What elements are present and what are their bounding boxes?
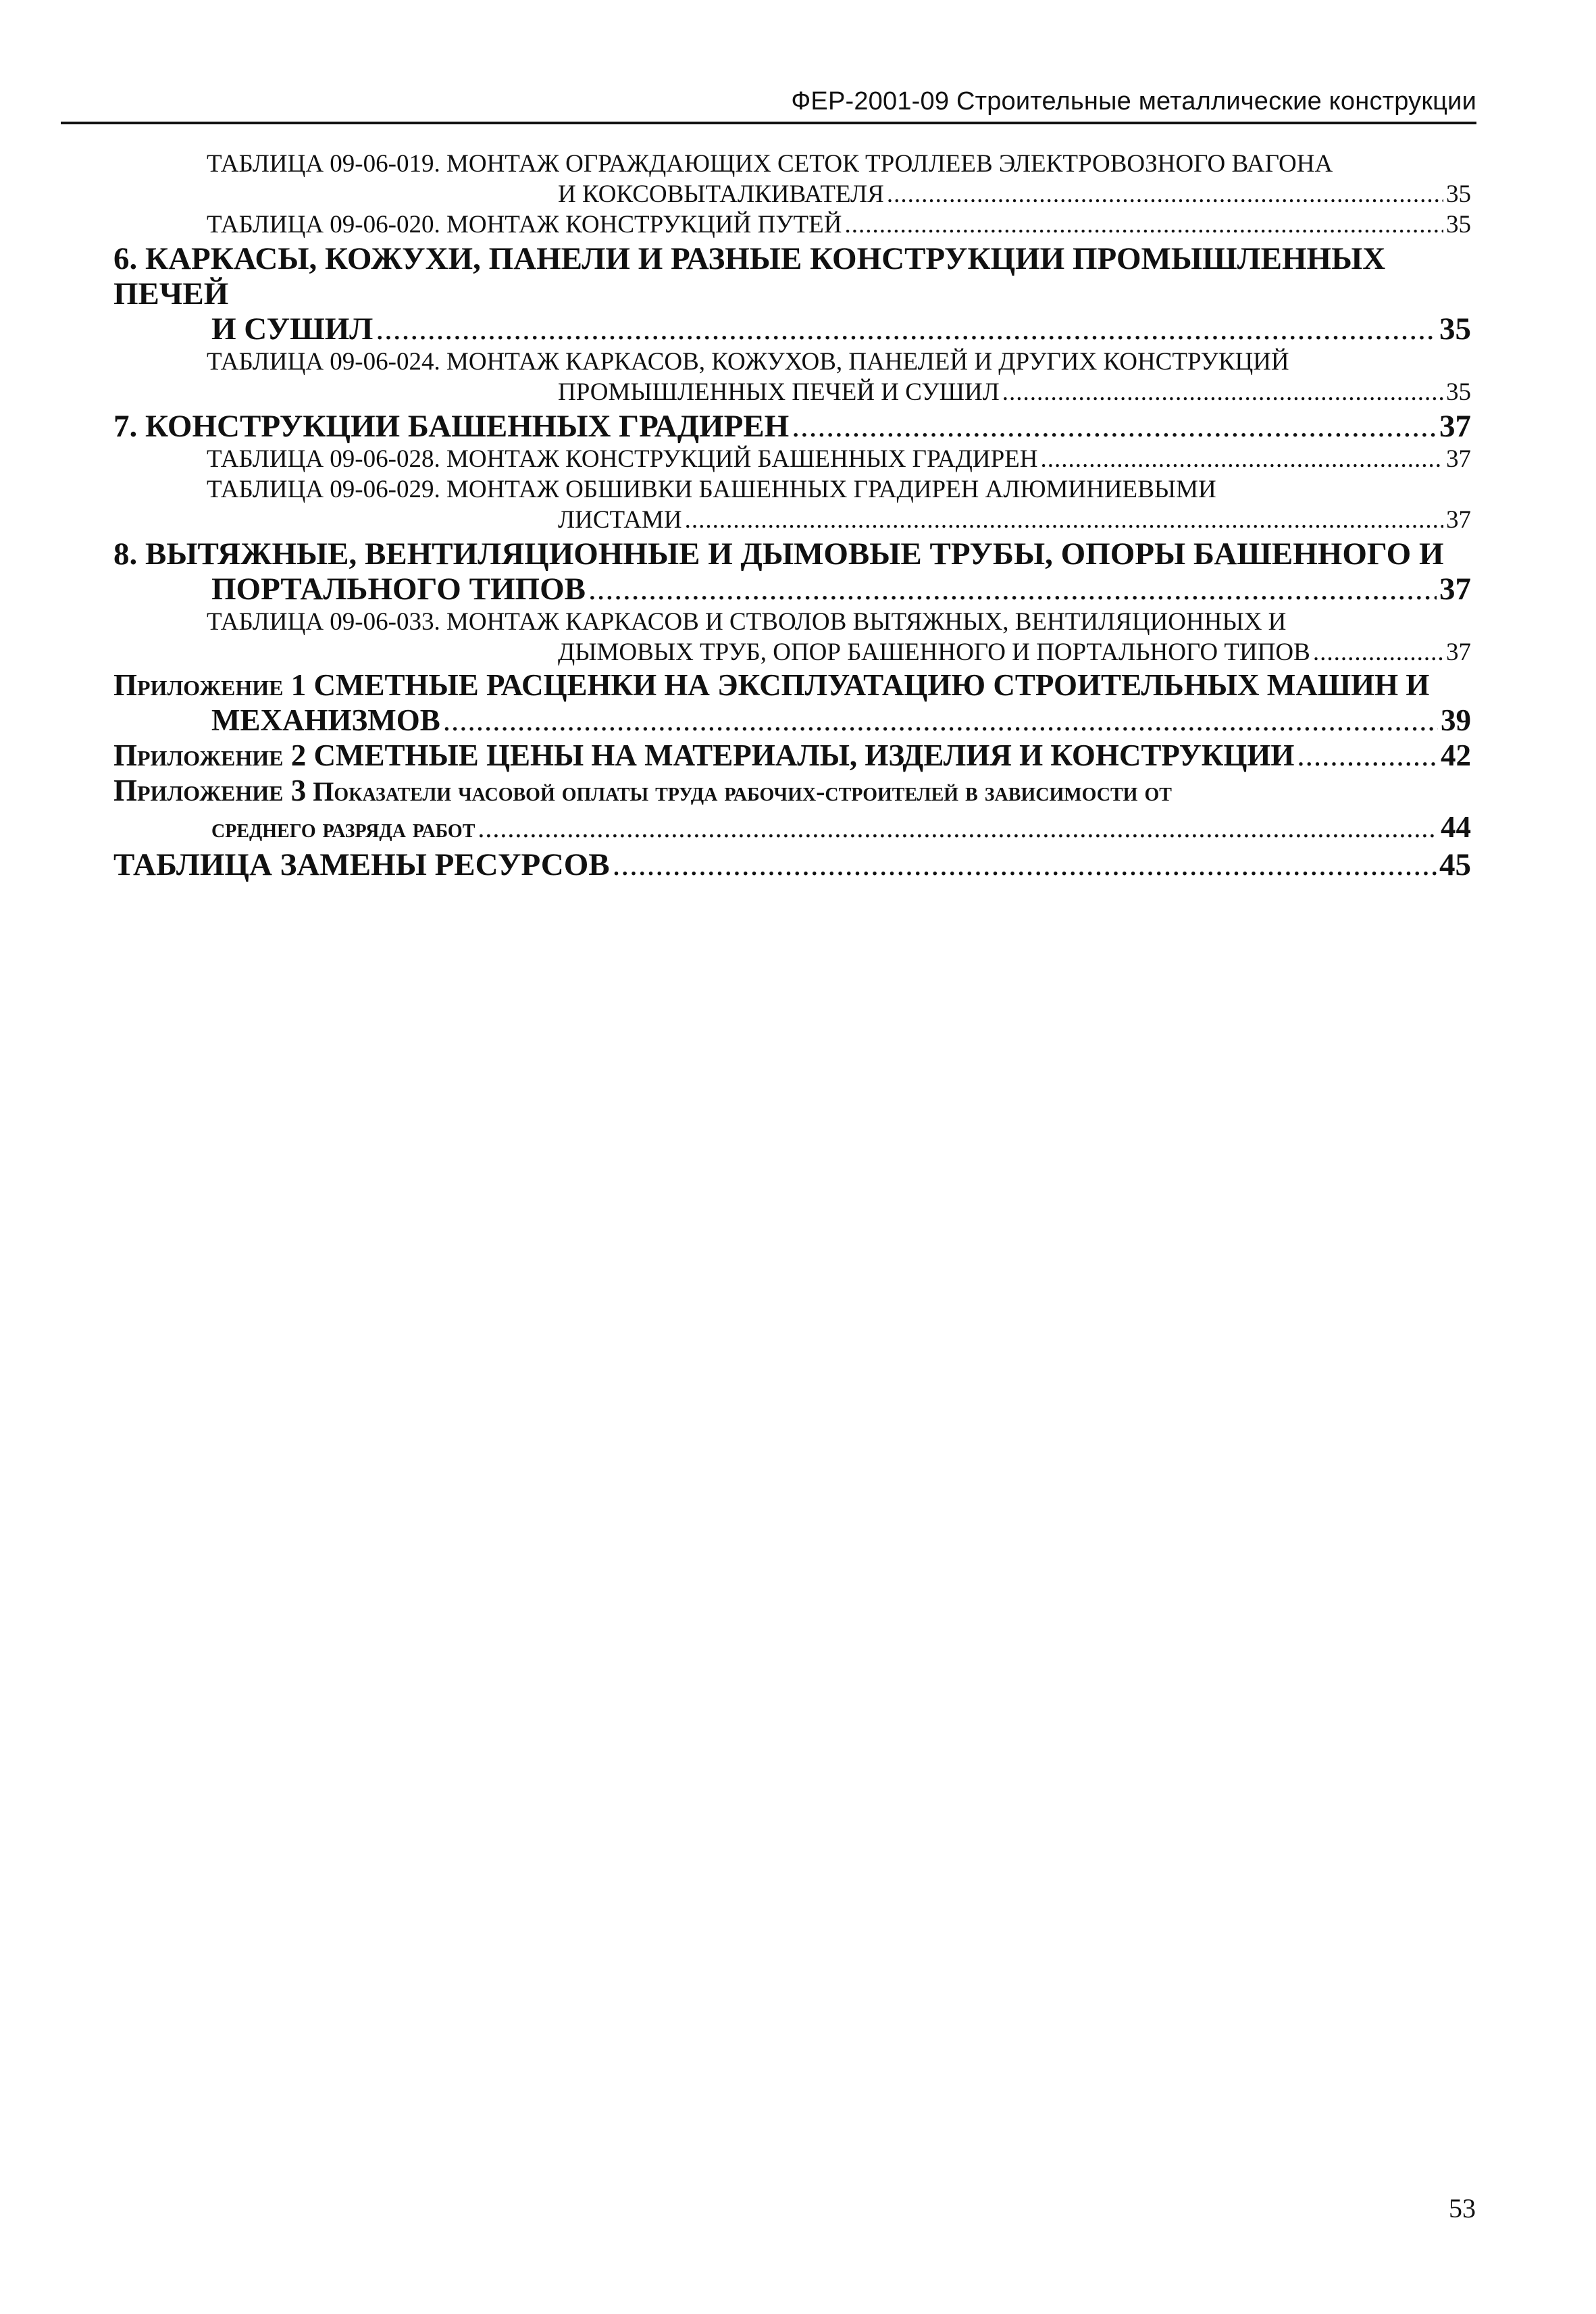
toc-page-number: 39 (1441, 703, 1471, 737)
toc-section-8[interactable] (113, 536, 1471, 607)
toc-entry-title: ТАБЛИЦА 09-06-033. МОНТАЖ КАРКАСОВ И СТВОЛОВ ВЫТЯЖНЫХ, ВЕНТИЛЯЦИОННЫХ И (207, 608, 1287, 636)
toc-entry-table-09-06-028[interactable] (113, 444, 1471, 474)
toc-entry-title: ТАБЛИЦА 09-06-024. МОНТАЖ КАРКАСОВ, КОЖУХОВ, ПАНЕЛЕЙ И ДРУГИХ КОНСТРУКЦИЙ (207, 348, 1289, 376)
toc-page-number: 45 (1439, 847, 1471, 882)
dot-leader (376, 311, 1437, 347)
toc-section-title: 6. КАРКАСЫ, КОЖУХИ, ПАНЕЛИ И РАЗНЫЕ КОНСТРУКЦИИ ПРОМЫШЛЕННЫХ ПЕЧЕЙ (113, 241, 1386, 311)
toc-appendix-title (113, 773, 1471, 809)
toc-entry-table-09-06-020[interactable] (113, 209, 1471, 240)
document-title: ФЕР-2001-09 Строительные металлические конструкции (791, 87, 1476, 116)
dot-leader (478, 811, 1438, 846)
toc-section-title-cont: ПОРТАЛЬНОГО ТИПОВ (211, 572, 586, 607)
toc-entry-table-09-06-019[interactable] (113, 149, 1471, 209)
toc-entry-title-cont: ДЫМОВЫХ ТРУБ, ОПОР БАШЕННОГО И ПОРТАЛЬНОГО ТИПОВ (558, 638, 1310, 666)
toc-page-number: 42 (1441, 738, 1471, 772)
dot-leader (613, 847, 1437, 882)
toc-resource-replacement-table[interactable] (113, 847, 1471, 882)
toc-entry-table-09-06-033[interactable] (113, 607, 1471, 668)
appendix-prefix: Приложение 3 (113, 774, 307, 807)
toc-page-number: 44 (1441, 810, 1471, 844)
page-number: 53 (1449, 2193, 1476, 2223)
toc-entry-title: ТАБЛИЦА 09-06-019. МОНТАЖ ОГРАЖДАЮЩИХ СЕТОК ТРОЛЛЕЕВ ЭЛЕКТРОВОЗНОГО ВАГОНА (207, 150, 1333, 178)
appendix-title-text: СМЕТНЫЕ РАСЦЕНКИ НА ЭКСПЛУАТАЦИЮ СТРОИТЕЛЬНЫХ МАШИН И (306, 668, 1430, 702)
toc-appendix-2[interactable] (113, 738, 1471, 773)
toc-entry-title-cont: ПРОМЫШЛЕННЫХ ПЕЧЕЙ И СУШИЛ (558, 378, 1000, 406)
toc-section-title: 7. КОНСТРУКЦИИ БАШЕННЫХ ГРАДИРЕН (113, 409, 790, 444)
dot-leader (685, 505, 1443, 535)
toc-page-number: 35 (1446, 378, 1471, 406)
toc-entry-table-09-06-029[interactable] (113, 474, 1471, 535)
toc-page-number: 37 (1446, 638, 1471, 666)
toc-appendix-title (113, 668, 1471, 703)
toc-entry-title: ТАБЛИЦА 09-06-028. МОНТАЖ КОНСТРУКЦИЙ БАШЕННЫХ ГРАДИРЕН (207, 445, 1038, 473)
toc-appendix-1[interactable] (113, 668, 1471, 738)
toc-page-number: 37 (1446, 506, 1471, 534)
dot-leader (588, 572, 1437, 607)
toc-section-6[interactable] (113, 241, 1471, 347)
appendix-prefix: Приложение 1 (113, 668, 307, 702)
toc-appendix-3[interactable] (113, 773, 1471, 846)
dot-leader (1041, 444, 1444, 474)
dot-leader (443, 703, 1438, 738)
page-header (61, 86, 1476, 124)
table-of-contents (113, 149, 1471, 882)
dot-leader (792, 409, 1437, 444)
toc-entry-title: ТАБЛИЦА 09-06-029. МОНТАЖ ОБШИВКИ БАШЕННЫХ ГРАДИРЕН АЛЮМИНИЕВЫМИ (207, 476, 1216, 503)
dot-leader (1002, 377, 1443, 407)
toc-section-title: 8. ВЫТЯЖНЫЕ, ВЕНТИЛЯЦИОННЫЕ И ДЫМОВЫЕ ТРУБЫ, ОПОРЫ БАШЕННОГО И (113, 536, 1444, 572)
toc-appendix-title-cont: МЕХАНИЗМОВ (211, 703, 440, 737)
dot-leader (1297, 738, 1438, 773)
toc-entry-table-09-06-024[interactable] (113, 347, 1471, 407)
dot-leader (887, 179, 1443, 209)
dot-leader (1313, 637, 1443, 668)
toc-page-number: 35 (1446, 180, 1471, 208)
toc-page-number: 37 (1439, 409, 1471, 444)
toc-page-number: 35 (1446, 211, 1471, 238)
appendix-title-text: СМЕТНЫЕ ЦЕНЫ НА МАТЕРИАЛЫ, ИЗДЕЛИЯ И КОНСТРУКЦИИ (306, 738, 1295, 772)
appendix-title-text: Показатели часовой оплаты труда рабочих-строителей в зависимости от (306, 776, 1172, 807)
dot-leader (844, 209, 1443, 240)
toc-appendix-title-cont: среднего разряда работ (211, 813, 475, 843)
toc-entry-title-cont: И КОКСОВЫТАЛКИВАТЕЛЯ (558, 180, 884, 208)
appendix-prefix: Приложение 2 (113, 738, 307, 772)
toc-page-number: 37 (1439, 572, 1471, 607)
toc-section-title-cont: И СУШИЛ (211, 311, 374, 347)
toc-entry-title-cont: ЛИСТАМИ (558, 506, 682, 534)
toc-entry-title: ТАБЛИЦА 09-06-020. МОНТАЖ КОНСТРУКЦИЙ ПУТЕЙ (207, 211, 842, 238)
toc-page-number: 37 (1446, 445, 1471, 473)
toc-page-number: 35 (1439, 311, 1471, 347)
toc-section-7[interactable] (113, 409, 1471, 444)
toc-section-title: ТАБЛИЦА ЗАМЕНЫ РЕСУРСОВ (113, 847, 610, 882)
